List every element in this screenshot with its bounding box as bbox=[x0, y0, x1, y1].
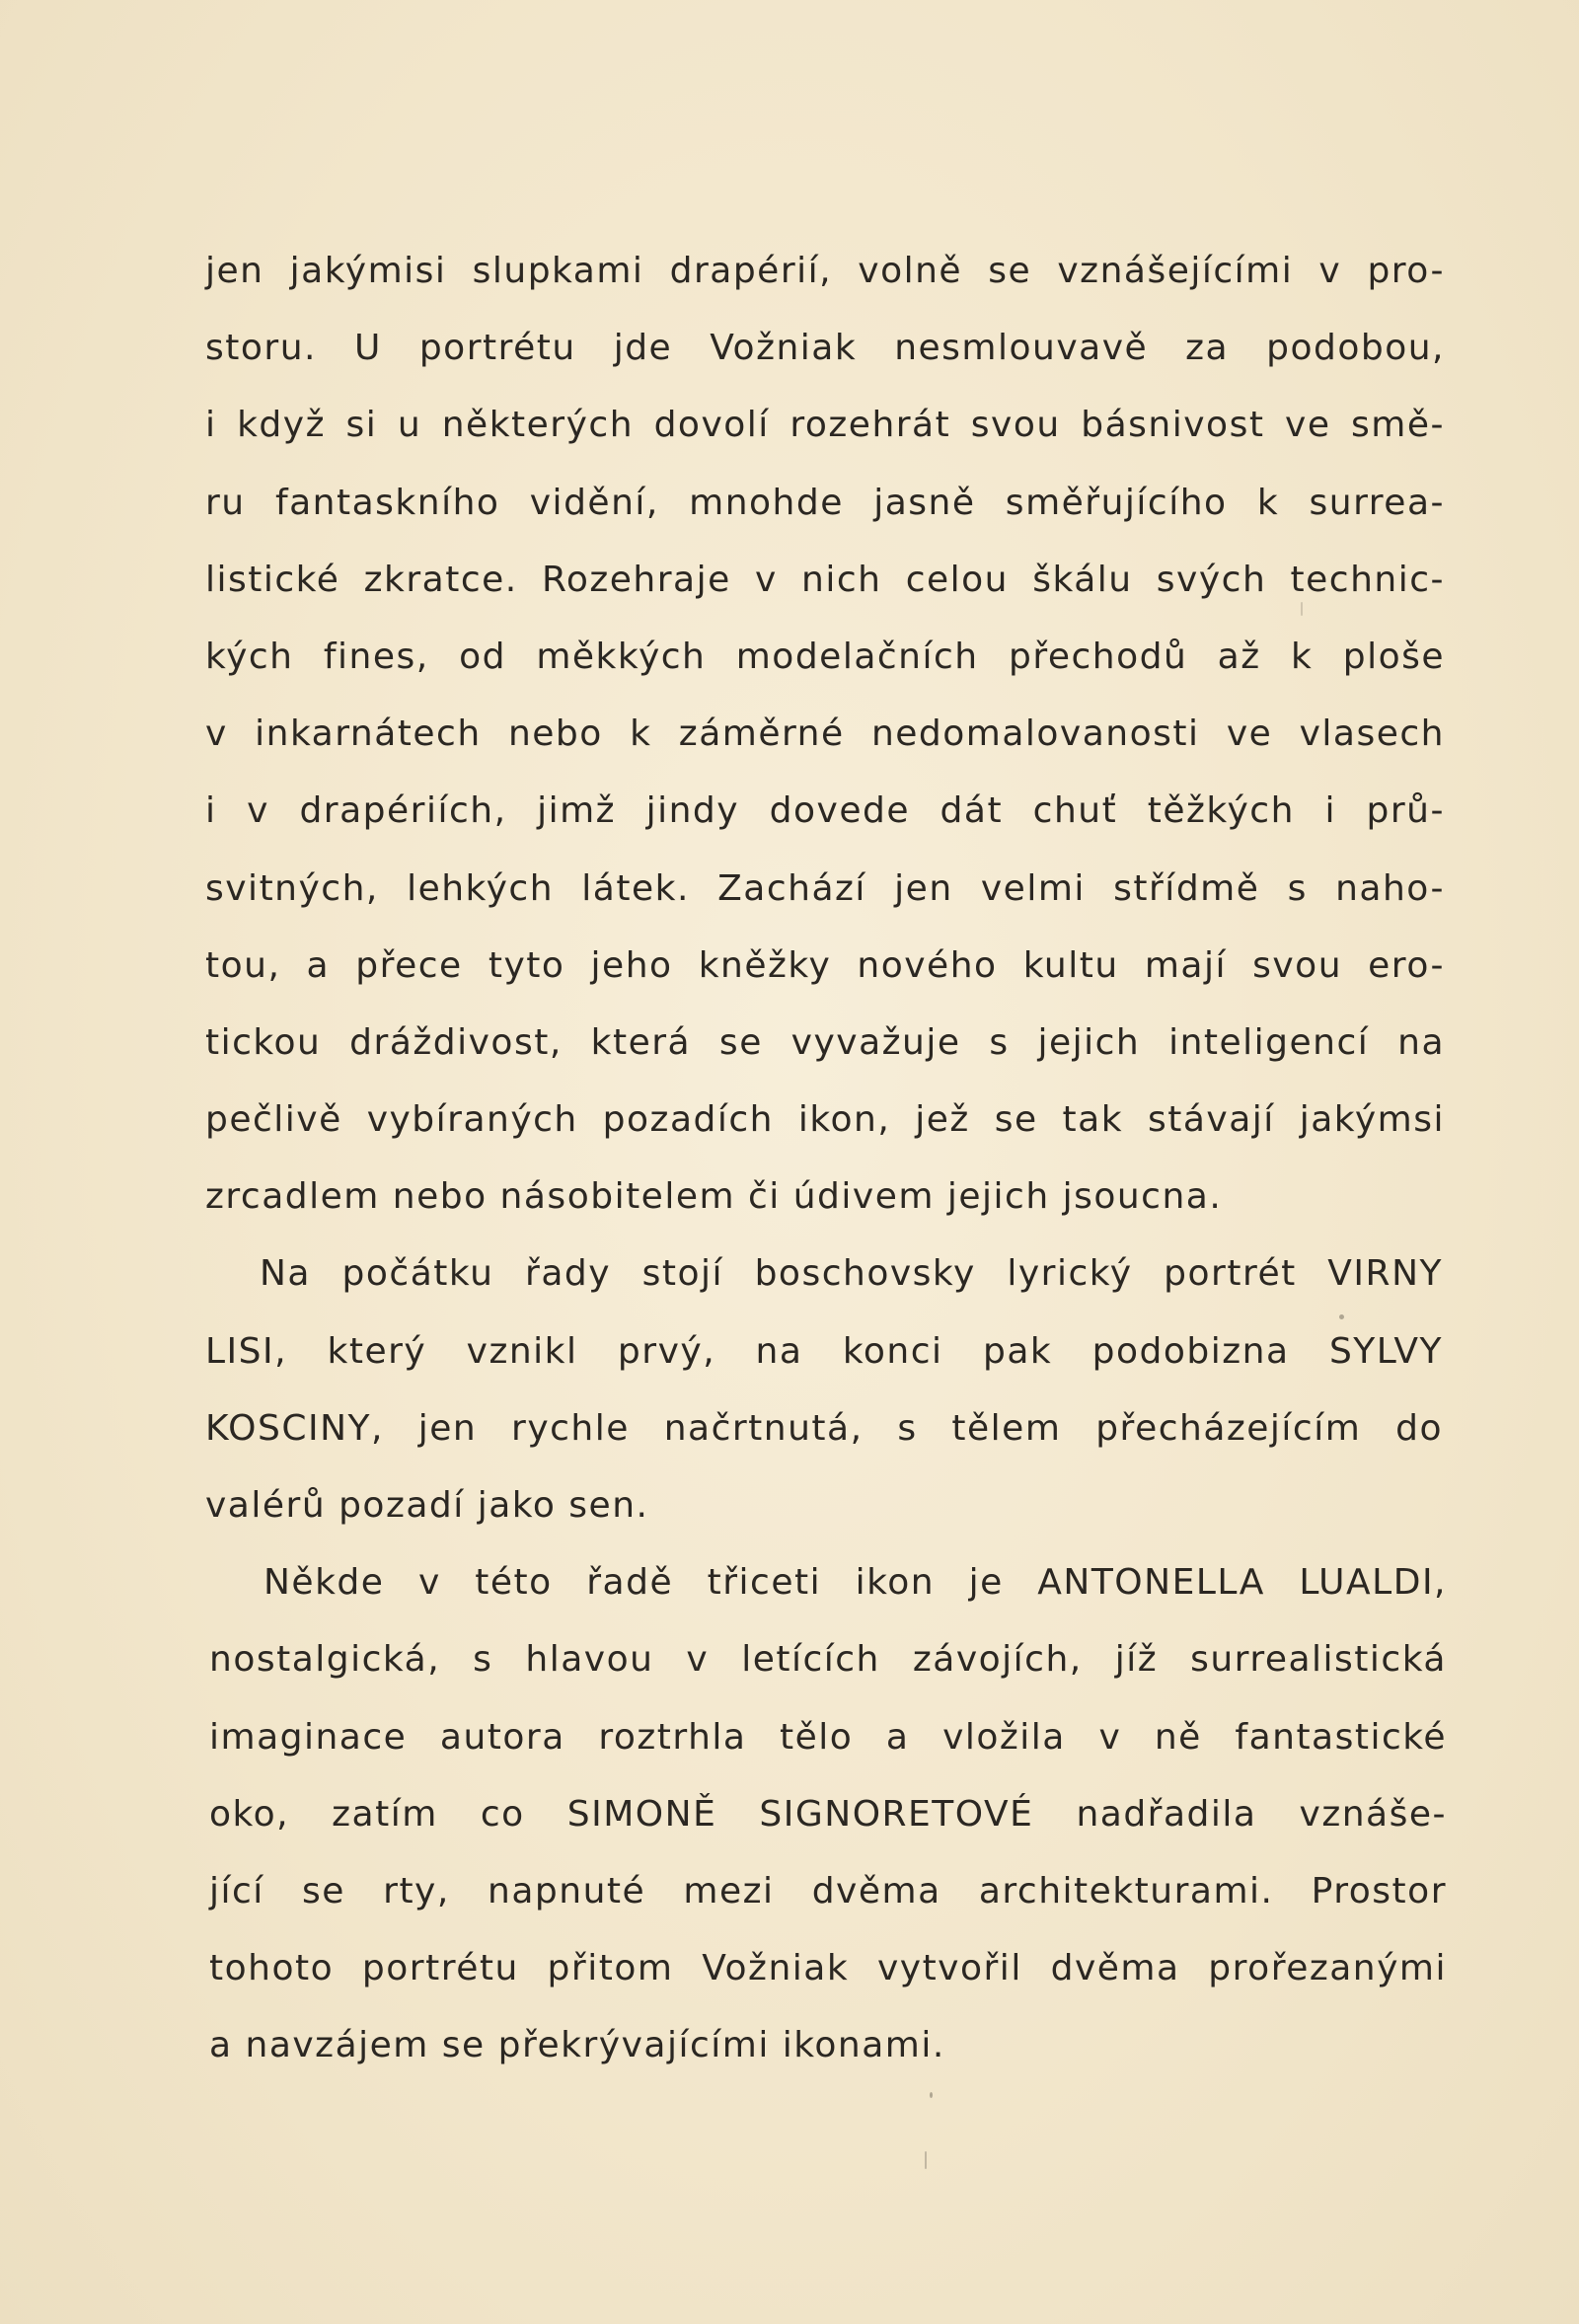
text-line: storu. U portrétu jde Vožniak nesmlouvavě za podobou, bbox=[205, 328, 1445, 369]
text-line: Na počátku řady stojí boschovsky lyrický portrét VIRNY bbox=[260, 1253, 1443, 1295]
text-line: svitných, lehkých látek. Zachází jen velmi střídmě s naho- bbox=[205, 867, 1445, 909]
body-text bbox=[205, 233, 1445, 2085]
text-line: i když si u některých dovolí rozehrát svou básnivost ve smě- bbox=[205, 405, 1445, 446]
text-line: ru fantaskního vidění, mnohde jasně směřujícího k surrea- bbox=[205, 482, 1445, 523]
text-line: jící se rty, napnuté mezi dvěma architekturami. Prostor bbox=[209, 1870, 1447, 1912]
text-line: i v drapériích, jimž jindy dovede dát chuť těžkých i prů- bbox=[205, 790, 1445, 832]
paper-speck bbox=[1339, 1314, 1344, 1319]
paper-speck bbox=[930, 2092, 933, 2098]
paper-speck bbox=[925, 2151, 927, 2169]
text-line: pečlivě vybíraných pozadích ikon, jež se tak stávají jakýmsi bbox=[205, 1099, 1445, 1141]
text-line: nostalgická, s hlavou v letících závojích, jíž surrealistická bbox=[209, 1639, 1447, 1681]
text-line: tohoto portrétu přitom Vožniak vytvořil dvěma prořezanými bbox=[209, 1948, 1447, 1989]
text-line: kých fines, od měkkých modelačních přechodů až k ploše bbox=[205, 636, 1445, 677]
text-line: listické zkratce. Rozehraje v nich celou škálu svých technic- bbox=[205, 559, 1445, 600]
paragraph-1 bbox=[205, 233, 1445, 1236]
text-line: tou, a přece tyto jeho kněžky nového kultu mají svou ero- bbox=[205, 944, 1445, 986]
text-line: zrcadlem nebo násobitelem či údivem jejich jsoucna. bbox=[205, 1176, 1223, 1218]
text-line: imaginace autora roztrhla tělo a vložila v ně fantastické bbox=[209, 1716, 1447, 1758]
text-line: LISI, který vznikl prvý, na konci pak podobizna SYLVY bbox=[205, 1330, 1443, 1372]
paragraph-3 bbox=[209, 1544, 1445, 2084]
text-line: jen jakýmisi slupkami drapérií, volně se vznášejícími v pro- bbox=[205, 251, 1445, 291]
paper-speck bbox=[1301, 602, 1303, 616]
text-line: Někde v této řadě třiceti ikon je ANTONELLA LUALDI, bbox=[263, 1562, 1447, 1604]
text-line: tickou dráždivost, která se vyvažuje s jejich inteligencí na bbox=[205, 1021, 1445, 1063]
text-line: valérů pozadí jako sen. bbox=[205, 1485, 649, 1526]
text-line: a navzájem se překrývajícími ikonami. bbox=[209, 2025, 945, 2066]
text-line: oko, zatím co SIMONĚ SIGNORETOVÉ nadřadila vznáše- bbox=[209, 1793, 1447, 1835]
text-line: v inkarnátech nebo k záměrné nedomalovanosti ve vlasech bbox=[205, 713, 1445, 755]
paragraph-2 bbox=[205, 1236, 1445, 1544]
text-line: KOSCINY, jen rychle načrtnutá, s tělem přecházejícím do bbox=[205, 1407, 1443, 1449]
